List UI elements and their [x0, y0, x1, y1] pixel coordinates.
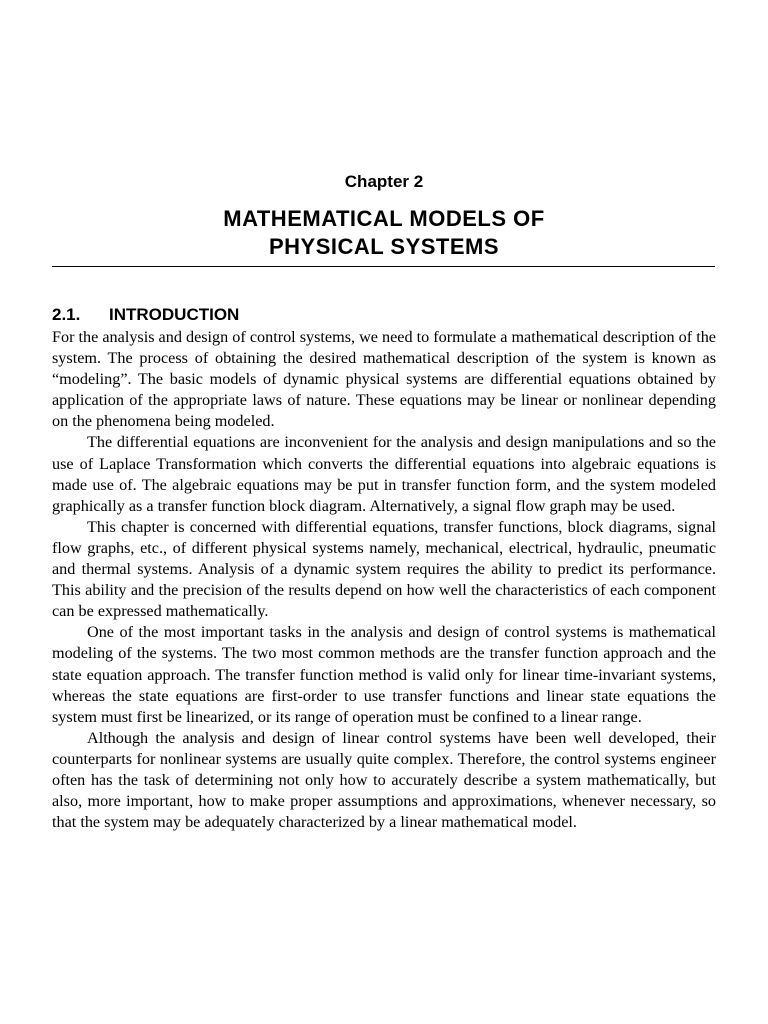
- title-divider: [52, 266, 715, 267]
- paragraph: The differential equations are inconvenient for the analysis and design manipulations and so the use of Laplace Transformation which converts the differential equations into algebraic equations is made use of. The algebraic equations may be put in transfer function form, and the system modeled graphically as a transfer function block diagram. Alternatively, a signal flow graph may be used.: [52, 433, 716, 515]
- paragraph: This chapter is concerned with differential equations, transfer functions, block diagrams, signal flow graphs, etc., of different physical systems namely, mechanical, electrical, hydraulic, pneumatic and thermal systems. Analysis of a dynamic system requires the ability to predict its performance. This ability and the precision of the results depend on how well the characteristics of each component can be expressed mathematically.: [52, 517, 716, 621]
- section-heading: [52, 305, 239, 325]
- section-title: INTRODUCTION: [109, 305, 240, 324]
- chapter-title-line-2: PHYSICAL SYSTEMS: [268, 234, 500, 259]
- body-text: [52, 327, 716, 833]
- section-number: 2.1.: [52, 305, 81, 324]
- chapter-label: Chapter 2: [344, 172, 424, 191]
- chapter-title: [0, 205, 768, 261]
- chapter-title-line-1: MATHEMATICAL MODELS OF: [223, 206, 545, 231]
- paragraph: For the analysis and design of control systems, we need to formulate a mathematical description of the system. The process of obtaining the desired mathematical description of the system is known as “modeling”. The basic models of dynamic physical systems are differential equations obtained by application of the appropriate laws of nature. These equations may be linear or nonlinear depending on the phenomena being modeled.: [52, 328, 716, 431]
- paragraph: One of the most important tasks in the analysis and design of control systems is mathematical modeling of the systems. The two most common methods are the transfer function approach and the state equation approach. The transfer function method is valid only for linear time-invariant systems, whereas the state equations are first-order to use transfer functions and linear state equations the system must first be linearized, or its range of operation must be confined to a linear range.: [52, 623, 716, 726]
- paragraph: Although the analysis and design of linear control systems have been well developed, their counterparts for nonlinear systems are usually quite complex. Therefore, the control systems engineer often has the task of determining not only how to accurately describe a system mathematically, but also, more important, how to make proper assumptions and approximations, whenever necessary, so that the system may be adequately characterized by a linear mathematical model.: [52, 728, 716, 832]
